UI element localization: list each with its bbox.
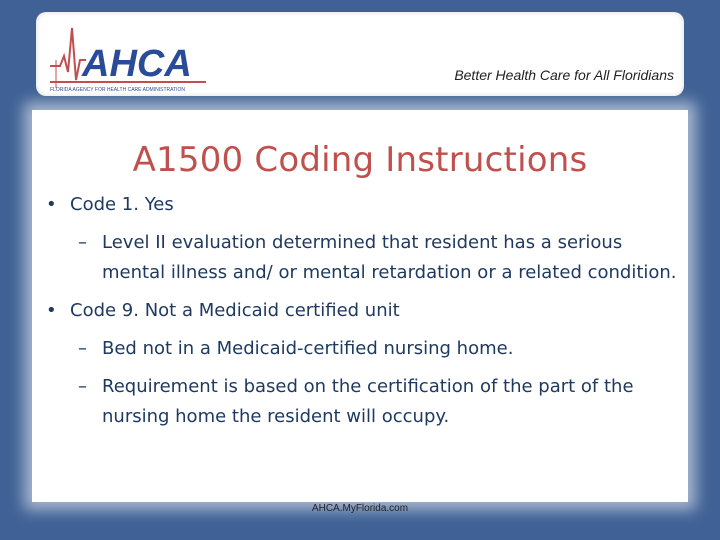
ahca-logo (46, 18, 216, 96)
header-banner (36, 12, 684, 96)
slide-title: A1500 Coding Instructions (132, 140, 588, 180)
sub-bullet (42, 372, 682, 432)
sub-bullet (42, 334, 682, 364)
tagline: Better Health Care for All Floridians (454, 67, 674, 83)
slide-content (32, 110, 688, 514)
bullet-label: Code 1. Yes (70, 194, 174, 215)
dash-icon: – (78, 376, 87, 397)
sub-bullet (42, 228, 682, 288)
bullet-code-9 (42, 296, 682, 326)
logo-text: AHCA (82, 43, 192, 85)
logo-subtext: FLORIDA AGENCY FOR HEALTH CARE ADMINISTRATION (50, 87, 186, 93)
footer-url[interactable]: AHCA.MyFlorida.com (311, 503, 409, 514)
bullet-dot-icon: • (46, 194, 57, 215)
dash-icon: – (78, 232, 87, 253)
bullet-dot-icon: • (46, 300, 57, 321)
bullet-code-1 (42, 190, 682, 220)
dash-icon: – (78, 338, 87, 359)
bullet-list (42, 190, 682, 440)
sub-bullet-text: Requirement is based on the certification of the part of the nursing home the resident will occupy. (102, 376, 634, 427)
sub-bullet-text: Level II evaluation determined that resident has a serious mental illness and/ or mental retardation or a related condition. (102, 232, 677, 283)
sub-bullet-text: Bed not in a Medicaid-certified nursing home. (102, 338, 514, 359)
bullet-label: Code 9. Not a Medicaid certified unit (70, 300, 400, 321)
